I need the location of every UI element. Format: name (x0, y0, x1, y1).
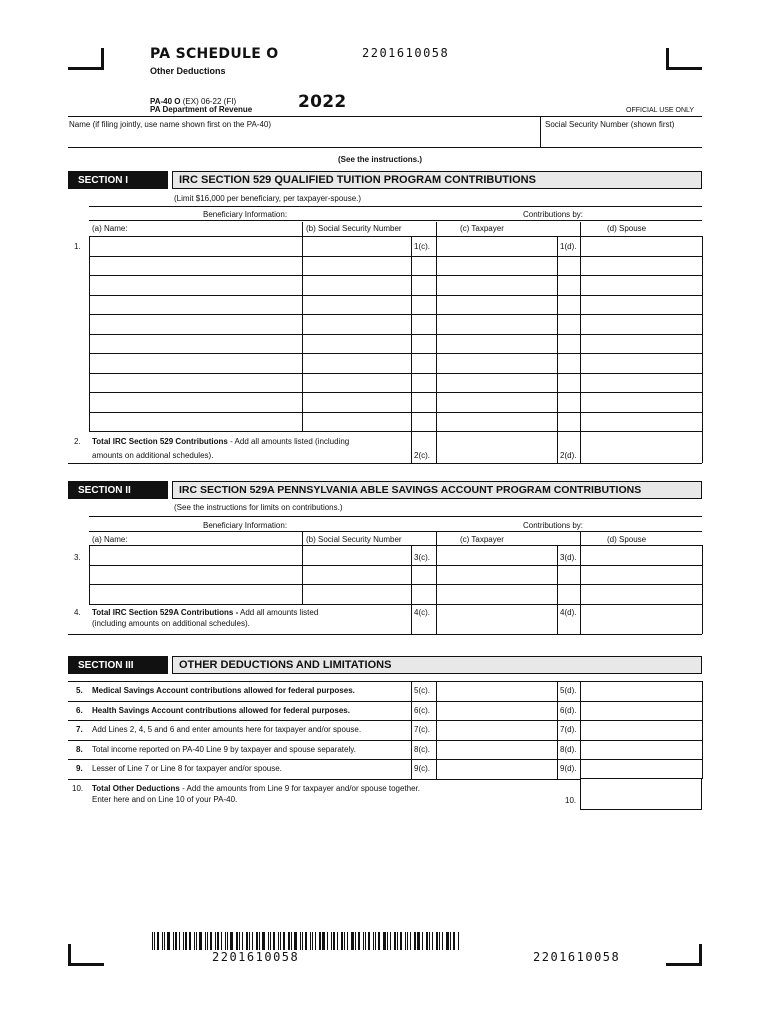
barcode-bar (446, 932, 449, 950)
barcode-bar (405, 932, 406, 950)
taxpayer-amount-field[interactable] (437, 374, 557, 393)
barcode-bar (278, 932, 279, 950)
form-title: PA SCHEDULE O (150, 46, 279, 62)
line-2-col-rule (411, 431, 412, 463)
section-2-tab: SECTION II (68, 481, 168, 499)
taxpayer-amount-field[interactable] (437, 257, 557, 276)
section-3-col-rule (557, 681, 558, 701)
section-2-heading: IRC SECTION 529A PENNSYLVANIA ABLE SAVINGS ACCOUNT PROGRAM CONTRIBUTIONS (172, 481, 702, 499)
line-c-label: 8(c). (414, 744, 430, 754)
line-2-col-rule (702, 431, 703, 463)
line-4-number: 4. (74, 608, 81, 617)
beneficiary-name-field[interactable] (90, 413, 302, 432)
barcode-bar (315, 932, 316, 950)
barcode-bar (185, 932, 187, 950)
s2grid-col-rule (411, 545, 412, 604)
line-4d-label: 4(d). (560, 608, 577, 617)
taxpayer-amount-field[interactable] (437, 276, 557, 295)
line-10-number: 10. (72, 784, 84, 793)
registration-mark-bottom-left (68, 944, 104, 966)
barcode-bar (162, 932, 163, 950)
beneficiary-ssn-field[interactable] (303, 257, 411, 276)
spouse-amount-field[interactable] (581, 682, 702, 701)
line-description: Total income reported on PA-40 Line 9 by taxpayer and spouse separately. (92, 744, 356, 754)
barcode-bar (283, 932, 285, 950)
line-d-label: 7(d). (560, 725, 577, 734)
barcode-bar (426, 932, 428, 950)
ssn-field[interactable] (541, 131, 702, 147)
line-c-label: 6(c). (414, 705, 430, 715)
barcode-bar (397, 932, 398, 950)
barcode-bar (322, 932, 325, 950)
barcode-bar (288, 932, 290, 950)
line-number: 6. (76, 705, 83, 715)
line-2-col-rule (580, 431, 581, 463)
barcode-bar (319, 932, 321, 950)
barcode-bar (333, 932, 335, 950)
s2grid-col-rule (557, 545, 558, 604)
barcode-bar (439, 932, 440, 950)
beneficiary-ssn-field[interactable] (303, 315, 411, 334)
line-description: Medical Savings Account contributions allowed for federal purposes. (92, 686, 355, 695)
line-3c-label: 3(c). (414, 553, 430, 562)
barcode-bar (429, 932, 430, 950)
barcode-bar (378, 932, 380, 950)
instructions-note: (See the instructions.) (338, 155, 423, 164)
beneficiary-ssn-field[interactable] (303, 585, 411, 604)
spouse-amount-field[interactable] (581, 257, 702, 276)
ssn-label: Social Security Number (shown first) (545, 120, 675, 129)
s2-col-name: (a) Name: (92, 535, 128, 544)
section-3-col-rule (702, 701, 703, 721)
barcode-bar (351, 932, 354, 950)
line-d-label: 8(d). (560, 744, 577, 754)
beneficiary-ssn-field[interactable] (303, 393, 411, 412)
barcode-number-top: 2201610058 (362, 46, 450, 60)
beneficiary-ssn-field[interactable] (303, 237, 411, 256)
section-3-col-rule (411, 759, 412, 779)
spouse-amount-field[interactable] (581, 760, 702, 779)
barcode-bar (173, 932, 174, 950)
line-2-text (92, 437, 349, 446)
line-2-number: 2. (74, 437, 81, 446)
barcode-bar (358, 932, 360, 950)
line-4-rule (68, 634, 702, 635)
spouse-amount-field[interactable] (581, 276, 702, 295)
barcode-bar (383, 932, 386, 950)
line-4-text (92, 608, 318, 617)
barcode-bar (199, 932, 202, 950)
barcode-bar (246, 932, 248, 950)
spouse-amount-field[interactable] (581, 413, 702, 432)
spouse-amount-field[interactable] (581, 374, 702, 393)
barcode-bar (217, 932, 219, 950)
line-1d-label: 1(d). (560, 242, 577, 251)
s2grid-row-rule (89, 604, 702, 605)
spouse-amount-field[interactable] (581, 585, 702, 604)
barcode-bar (230, 932, 233, 950)
taxpayer-amount-field[interactable] (437, 585, 557, 604)
barcode-bar (189, 932, 191, 950)
line-number: 5. (76, 686, 83, 695)
taxpayer-amount-field[interactable] (437, 335, 557, 354)
barcode-bar (365, 932, 366, 950)
barcode-bar (450, 932, 451, 950)
section-3-col-rule (702, 720, 703, 740)
barcode-bar (363, 932, 364, 950)
s1-col-name: (a) Name: (92, 224, 128, 233)
barcode-number-bottom: 2201610058 (212, 950, 300, 964)
barcode-bar (368, 932, 370, 950)
beneficiary-ssn-field[interactable] (303, 413, 411, 432)
barcode-bar (227, 932, 228, 950)
line-4-col-rule (702, 603, 703, 634)
s2-col-ssn: (b) Social Security Number (306, 535, 402, 544)
barcode-bar (210, 932, 212, 950)
line-4-col-rule (411, 603, 412, 634)
line-4-col-rule (580, 603, 581, 634)
barcode-bar (259, 932, 260, 950)
line-d-label: 9(d). (560, 764, 577, 773)
section-2-limit-note: (See the instructions for limits on contributions.) (174, 503, 343, 512)
taxpayer-amount-field[interactable] (437, 315, 557, 334)
s2-rule-top (89, 516, 702, 517)
barcode-bar (205, 932, 206, 950)
section-3-col-rule (411, 740, 412, 760)
barcode-bar (207, 932, 208, 950)
line-2d-label: 2(d). (560, 451, 577, 460)
taxpayer-amount-field[interactable] (437, 393, 557, 412)
barcode-bar (179, 932, 180, 950)
spouse-amount-field[interactable] (581, 393, 702, 412)
spouse-amount-field[interactable] (581, 237, 702, 256)
barcode-bar (337, 932, 338, 950)
line-2-desc: - Add all amounts listed (including (227, 437, 350, 446)
spouse-amount-field[interactable] (581, 741, 702, 760)
beneficiary-ssn-field[interactable] (303, 546, 411, 565)
s1grid-col-rule (702, 236, 703, 431)
beneficiary-ssn-field[interactable] (303, 374, 411, 393)
barcode-bar (442, 932, 443, 950)
line-number: 9. (76, 764, 83, 773)
barcode-bar (373, 932, 374, 950)
s1-col-ssn: (b) Social Security Number (306, 224, 402, 233)
barcode-bar (268, 932, 269, 950)
s1-contributions-by: Contributions by: (523, 210, 584, 219)
barcode-bar (215, 932, 216, 950)
section-1-limit-note: (Limit $16,000 per beneficiary, per taxpayer-spouse.) (174, 194, 362, 203)
barcode-bar (249, 932, 250, 950)
barcode-bar (310, 932, 311, 950)
s2-col-spouse: (d) Spouse (607, 535, 647, 544)
barcode-bar (458, 932, 459, 950)
section-3-col-rule (411, 720, 412, 740)
section-3-col-rule (702, 759, 703, 779)
barcode-bar (432, 932, 433, 950)
section-3-col-rule (557, 720, 558, 740)
beneficiary-name-field[interactable] (90, 237, 302, 256)
spouse-amount-field[interactable] (581, 315, 702, 334)
barcode-bar (375, 932, 376, 950)
beneficiary-name-field[interactable] (90, 335, 302, 354)
barcode-bar (327, 932, 328, 950)
line-2-col-rule (436, 431, 437, 463)
barcode-number-right: 2201610058 (533, 950, 621, 964)
line-3d-label: 3(d). (560, 553, 577, 562)
spouse-amount-field[interactable] (581, 721, 702, 740)
line-c-label: 5(c). (414, 686, 430, 695)
barcode-bar (221, 932, 222, 950)
barcode-bar (291, 932, 292, 950)
barcode-bar (417, 932, 420, 950)
line-3-number: 3. (74, 553, 81, 562)
s1grid-col-rule (411, 236, 412, 431)
beneficiary-name-field[interactable] (90, 315, 302, 334)
barcode-bar (390, 932, 391, 950)
barcode-bar (344, 932, 345, 950)
s2-beneficiary-info: Beneficiary Information: (203, 521, 288, 530)
line-d-label: 6(d). (560, 705, 577, 715)
barcode-bar (239, 932, 240, 950)
barcode-bar (453, 932, 455, 950)
beneficiary-name-field[interactable] (90, 257, 302, 276)
beneficiary-name-field[interactable] (90, 585, 302, 604)
beneficiary-ssn-field[interactable] (303, 354, 411, 373)
barcode-bar (175, 932, 177, 950)
line-d-label: 5(d). (560, 686, 577, 695)
line-2-rule (68, 463, 702, 464)
line-description: Lesser of Line 7 or Line 8 for taxpayer and/or spouse. (92, 764, 282, 773)
line-1-number: 1. (74, 242, 81, 251)
barcode-bar (252, 932, 253, 950)
barcode-bar (300, 932, 301, 950)
s1grid-row-rule (89, 431, 702, 432)
section-3-col-rule (557, 740, 558, 760)
s2-rule-sub (89, 531, 702, 532)
barcode-bottom (152, 932, 460, 950)
s1grid-col-rule (557, 236, 558, 431)
s2-col-taxpayer: (c) Taxpayer (460, 535, 504, 544)
name-rule (68, 147, 702, 148)
spouse-amount-field[interactable] (581, 566, 702, 585)
line-number: 8. (76, 744, 83, 754)
barcode-bar (242, 932, 243, 950)
name-field[interactable] (68, 131, 540, 147)
beneficiary-name-field[interactable] (90, 566, 302, 585)
barcode-bar (387, 932, 388, 950)
barcode-bar (196, 932, 197, 950)
form-code-detail: (EX) 06-22 (FI) (182, 97, 237, 106)
s2-contributions-by: Contributions by: (523, 521, 584, 530)
barcode-bar (422, 932, 423, 950)
registration-mark-top-right (666, 48, 702, 70)
line-10-desc: - Add the amounts from Line 9 for taxpayer and/or spouse together. (179, 784, 421, 793)
line-description: Health Savings Account contributions allowed for federal purposes. (92, 705, 350, 715)
beneficiary-name-field[interactable] (90, 296, 302, 315)
taxpayer-amount-field[interactable] (437, 296, 557, 315)
barcode-bar (152, 932, 153, 950)
line-4-col-rule (557, 603, 558, 634)
barcode-bar (262, 932, 265, 950)
section-3-col-rule (557, 701, 558, 721)
section-3-heading: OTHER DEDUCTIONS AND LIMITATIONS (172, 656, 702, 674)
beneficiary-name-field[interactable] (90, 546, 302, 565)
barcode-bar (347, 932, 348, 950)
spouse-amount-field[interactable] (581, 702, 702, 721)
barcode-bar (256, 932, 258, 950)
line-4-text2: (including amounts on additional schedules). (92, 619, 250, 628)
line-10-bold: Total Other Deductions (92, 784, 180, 793)
beneficiary-name-field[interactable] (90, 393, 302, 412)
taxpayer-amount-field[interactable] (437, 682, 557, 701)
department-name: PA Department of Revenue (150, 105, 253, 114)
beneficiary-ssn-field[interactable] (303, 276, 411, 295)
barcode-bar (167, 932, 170, 950)
barcode-bar (157, 932, 159, 950)
section-3-tab: SECTION III (68, 656, 168, 674)
official-use-label: OFFICIAL USE ONLY (626, 107, 695, 114)
section-3-col-rule (557, 759, 558, 779)
s1-beneficiary-info: Beneficiary Information: (203, 210, 288, 219)
barcode-bar (436, 932, 438, 950)
barcode-bar (294, 932, 297, 950)
barcode-bar (270, 932, 271, 950)
section-3-col-rule (702, 740, 703, 760)
line-2-text2: amounts on additional schedules). (92, 451, 214, 460)
line-2-col-rule (557, 431, 558, 463)
line-2-bold: Total IRC Section 529 Contributions (92, 437, 228, 446)
line-description: Add Lines 2, 4, 5 and 6 and enter amounts here for taxpayer and/or spouse. (92, 725, 362, 734)
taxpayer-amount-field[interactable] (437, 546, 557, 565)
line-number: 7. (76, 725, 83, 734)
line-10-total-field[interactable] (580, 778, 702, 810)
s2grid-col-rule (702, 545, 703, 604)
beneficiary-ssn-field[interactable] (303, 335, 411, 354)
taxpayer-amount-field[interactable] (437, 413, 557, 432)
line-c-label: 7(c). (414, 725, 430, 734)
barcode-bar (305, 932, 307, 950)
line-2c-label: 2(c). (414, 451, 430, 460)
s1-rule-top (89, 206, 702, 207)
taxpayer-amount-field[interactable] (437, 237, 557, 256)
line-4-col-rule (436, 603, 437, 634)
line-4c-label: 4(c). (414, 608, 430, 617)
line-10-label: 10. (565, 796, 577, 805)
barcode-bar (280, 932, 281, 950)
s1-col-taxpayer: (c) Taxpayer (460, 224, 504, 233)
registration-mark-bottom-right (666, 944, 702, 966)
spouse-amount-field[interactable] (581, 335, 702, 354)
barcode-bar (341, 932, 343, 950)
barcode-bar (154, 932, 155, 950)
barcode-bar (355, 932, 356, 950)
line-10-text (92, 784, 420, 793)
taxpayer-amount-field[interactable] (437, 741, 557, 760)
header-rule (68, 116, 702, 117)
section-1-heading: IRC SECTION 529 QUALIFIED TUITION PROGRAM CONTRIBUTIONS (172, 171, 702, 189)
line-10-text2: Enter here and on Line 10 of your PA-40. (92, 795, 238, 804)
barcode-bar (236, 932, 238, 950)
barcode-bar (331, 932, 332, 950)
s1-rule-sub (89, 220, 702, 221)
form-subtitle: Other Deductions (150, 66, 226, 76)
beneficiary-ssn-field[interactable] (303, 296, 411, 315)
barcode-bar (407, 932, 408, 950)
taxpayer-amount-field[interactable] (437, 760, 557, 779)
section-3-col-rule (411, 701, 412, 721)
barcode-bar (400, 932, 402, 950)
taxpayer-amount-field[interactable] (437, 354, 557, 373)
barcode-bar (312, 932, 313, 950)
beneficiary-name-field[interactable] (90, 354, 302, 373)
spouse-amount-field[interactable] (581, 354, 702, 373)
line-1c-label: 1(c). (414, 242, 430, 251)
s1-col-spouse: (d) Spouse (607, 224, 647, 233)
section-3-col-rule (411, 681, 412, 701)
barcode-bar (194, 932, 195, 950)
line-4-bold: Total IRC Section 529A Contributions - (92, 608, 239, 617)
beneficiary-name-field[interactable] (90, 374, 302, 393)
barcode-bar (225, 932, 226, 950)
barcode-bar (394, 932, 396, 950)
barcode-bar (183, 932, 184, 950)
section-3-col-rule (702, 681, 703, 701)
registration-mark-top-left (68, 48, 104, 70)
section-1-tab: SECTION I (68, 171, 168, 189)
barcode-bar (273, 932, 275, 950)
taxpayer-amount-field[interactable] (437, 702, 557, 721)
spouse-amount-field[interactable] (581, 546, 702, 565)
beneficiary-ssn-field[interactable] (303, 566, 411, 585)
tax-year: 2022 (298, 92, 347, 112)
name-label: Name (if filing jointly, use name shown first on the PA-40) (69, 120, 272, 129)
line-c-label: 9(c). (414, 764, 430, 773)
barcode-bar (302, 932, 303, 950)
beneficiary-name-field[interactable] (90, 276, 302, 295)
taxpayer-amount-field[interactable] (437, 566, 557, 585)
barcode-bar (164, 932, 165, 950)
barcode-bar (414, 932, 416, 950)
spouse-amount-field[interactable] (581, 296, 702, 315)
taxpayer-amount-field[interactable] (437, 721, 557, 740)
barcode-bar (410, 932, 411, 950)
line-4-desc: Add all amounts listed (238, 608, 319, 617)
form-code-label: PA-40 O (150, 97, 181, 106)
